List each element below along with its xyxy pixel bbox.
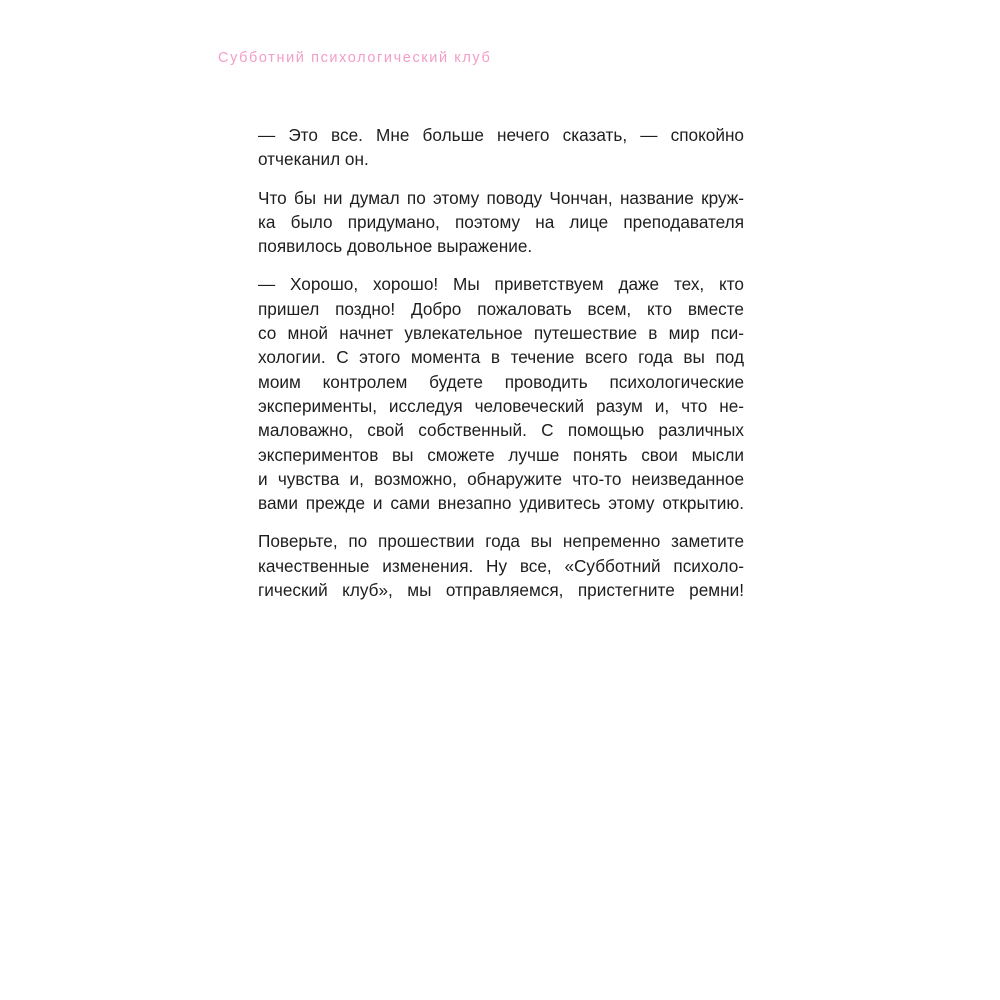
text-line: появилось довольное выражение. [258, 236, 533, 257]
text-line: Поверьте, по прошествии года вы непременно заметите [258, 531, 744, 552]
text-line: — Это все. Мне больше нечего сказать, — спокойно [258, 125, 744, 145]
text-line: со мной начнет увлекательное путешествие в мир пси- [258, 323, 744, 344]
text-line: пришел поздно! Добро пожаловать всем, кто вместе [258, 298, 744, 319]
paragraph [258, 186, 744, 259]
text-line: отчеканил он. [258, 149, 369, 170]
text-line: эксперименты, исследуя человеческий разум и, что не- [258, 395, 744, 416]
text-line: качественные изменения. Ну все, «Субботний психоло- [258, 555, 744, 576]
text-line: и чувства и, возможно, обнаружите что-то неизведанное [258, 468, 744, 489]
running-header: Субботний психологический клуб [218, 50, 492, 66]
text-line: ка было придумано, поэтому на лице преподавателя [258, 211, 744, 232]
page-body [258, 123, 744, 616]
text-line: экспериментов вы сможете лучше понять свои мысли [258, 444, 744, 465]
text-line: моим контролем будете проводить психологические [258, 371, 744, 392]
text-line: Что бы ни думал по этому поводу Чончан, название круж- [258, 187, 744, 208]
paragraph [258, 529, 744, 602]
text-line: гический клуб», мы отправляемся, пристегните ремни! [258, 580, 744, 601]
paragraph [258, 272, 744, 515]
paragraph [258, 123, 744, 172]
text-line: хологии. С этого момента в течение всего года вы под [258, 347, 744, 368]
text-line: вами прежде и сами внезапно удивитесь этому открытию. [258, 493, 744, 514]
text-line: маловажно, свой собственный. С помощью различных [258, 420, 744, 441]
text-line: — Хорошо, хорошо! Мы приветствуем даже тех, кто [258, 274, 744, 295]
